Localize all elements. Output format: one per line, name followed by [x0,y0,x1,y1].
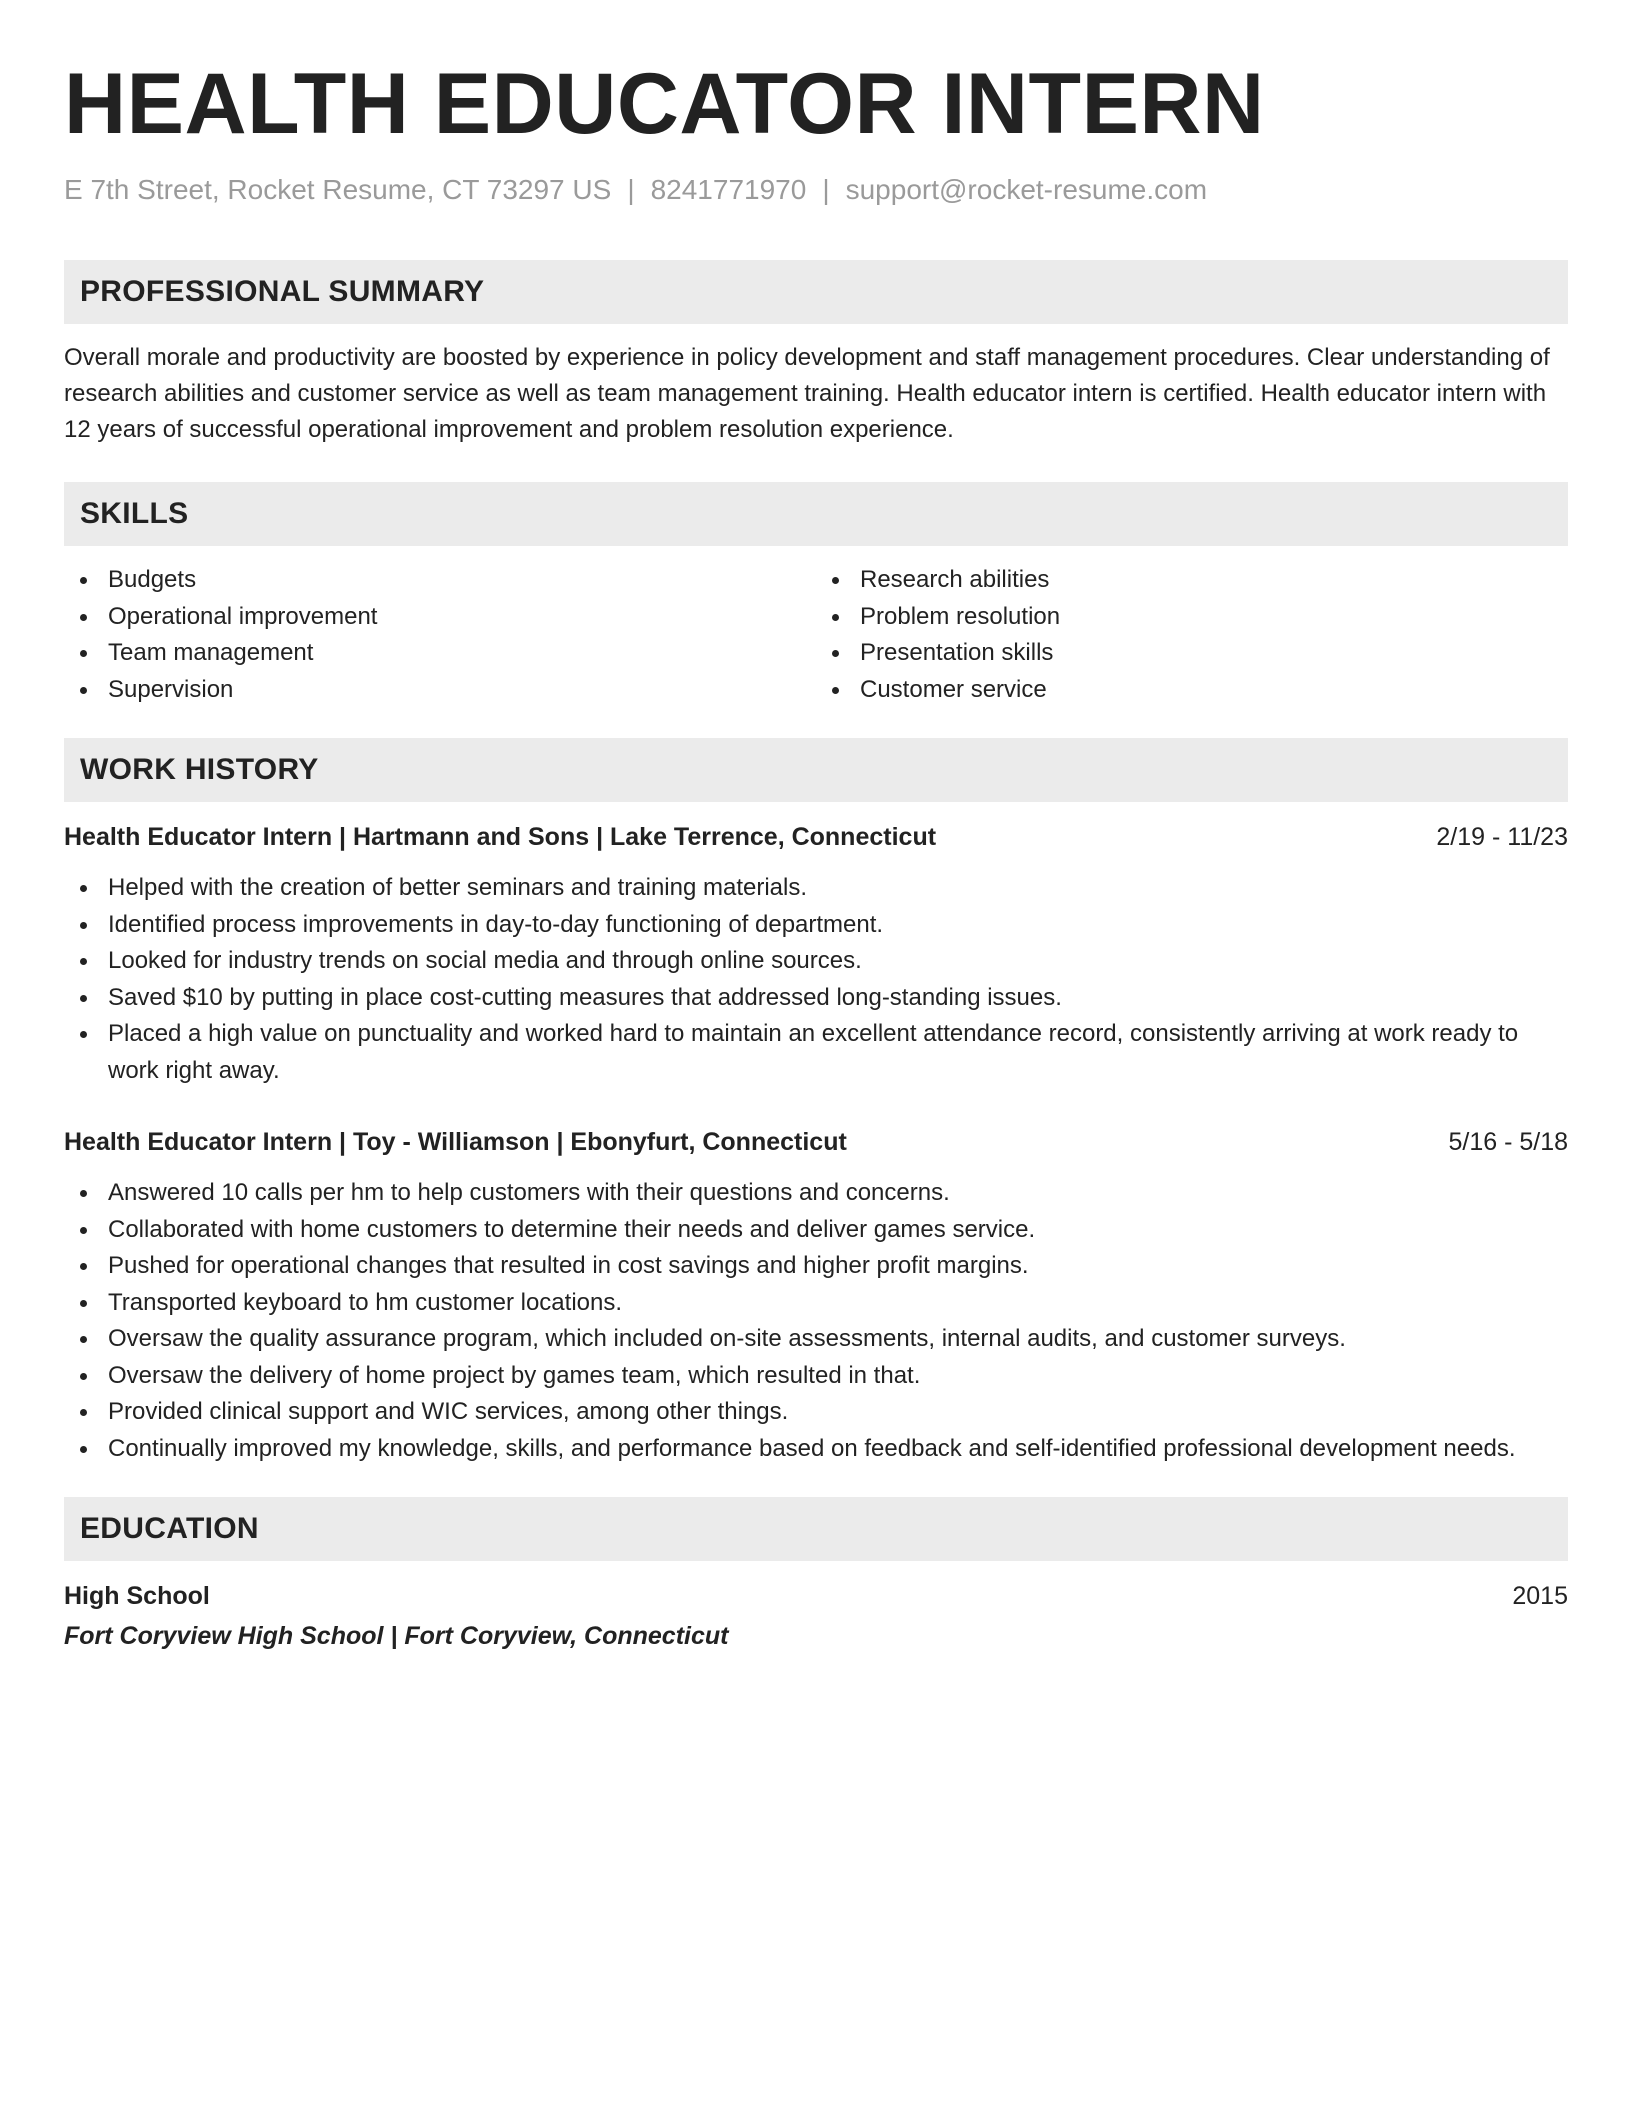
job-title: Health Educator Intern | Toy - Williamson | Ebonyfurt, Connecticut [64,1128,847,1156]
job-entry [64,820,1568,1089]
job-bullets [64,870,1568,1089]
education-school: Fort Coryview High School | Fort Coryview, Connecticut [64,1622,729,1650]
skill-item: Operational improvement [64,599,816,636]
job-bullet: Collaborated with home customers to determine their needs and deliver games service. [64,1212,1568,1249]
contact-separator: | [822,174,830,205]
skills-section-title: SKILLS [80,497,189,530]
job-bullet: Looked for industry trends on social media and through online sources. [64,943,1568,980]
job-bullet: Identified process improvements in day-to-day functioning of department. [64,907,1568,944]
work-section-header [64,738,1568,802]
summary-text: Overall morale and productivity are boosted by experience in policy development and staff management procedures. Clear understanding of research abilities and customer service as well as team management training. Health educator intern is certified. Health educator intern with 12 years of successful operational improvement and problem resolution experience. [64,344,1550,443]
skills-column-left [64,562,816,708]
education-heading [64,1579,1568,1613]
skill-item: Presentation skills [816,635,1568,672]
summary-section-title: PROFESSIONAL SUMMARY [80,275,485,308]
work-section-title: WORK HISTORY [80,753,319,786]
summary-section-header [64,260,1568,324]
job-dates: 2/19 - 11/23 [1436,823,1568,851]
skill-item: Budgets [64,562,816,599]
job-bullet: Oversaw the quality assurance program, which included on-site assessments, internal audits, and customer surveys. [64,1321,1568,1358]
job-entry [64,1125,1568,1467]
job-bullet: Continually improved my knowledge, skills, and performance based on feedback and self-identified professional development needs. [64,1431,1568,1468]
job-bullet: Saved $10 by putting in place cost-cutting measures that addressed long-standing issues. [64,980,1568,1017]
contact-line [64,172,1568,208]
skills-list [64,562,1568,708]
job-bullet: Transported keyboard to hm customer locations. [64,1285,1568,1322]
education-degree: High School [64,1582,210,1610]
contact-address: E 7th Street, Rocket Resume, CT 73297 US [64,174,612,205]
job-dates: 5/16 - 5/18 [1448,1128,1568,1156]
job-bullet: Provided clinical support and WIC services, among other things. [64,1394,1568,1431]
contact-phone: 8241771970 [650,174,807,205]
contact-separator: | [627,174,635,205]
job-title: Health Educator Intern | Hartmann and Sons | Lake Terrence, Connecticut [64,823,937,851]
job-bullet: Answered 10 calls per hm to help customers with their questions and concerns. [64,1175,1568,1212]
job-heading [64,820,1568,854]
job-bullet: Pushed for operational changes that resulted in cost savings and higher profit margins. [64,1248,1568,1285]
skills-column-right [816,562,1568,708]
job-heading [64,1125,1568,1159]
job-bullets [64,1175,1568,1467]
job-bullet: Oversaw the delivery of home project by games team, which resulted in that. [64,1358,1568,1395]
skills-section-header [64,482,1568,546]
education-section-title: EDUCATION [80,1512,259,1545]
contact-email: support@rocket-resume.com [845,174,1208,205]
candidate-name: HEALTH EDUCATOR INTERN [64,56,1265,152]
skill-item: Supervision [64,672,816,709]
job-bullet: Helped with the creation of better seminars and training materials. [64,870,1568,907]
education-year: 2015 [1512,1582,1568,1610]
skill-item: Team management [64,635,816,672]
skill-item: Customer service [816,672,1568,709]
skill-item: Problem resolution [816,599,1568,636]
skill-item: Research abilities [816,562,1568,599]
education-section-header [64,1497,1568,1561]
job-bullet: Placed a high value on punctuality and worked hard to maintain an excellent attendance record, consistently arriving at work ready to work right away. [64,1016,1568,1089]
